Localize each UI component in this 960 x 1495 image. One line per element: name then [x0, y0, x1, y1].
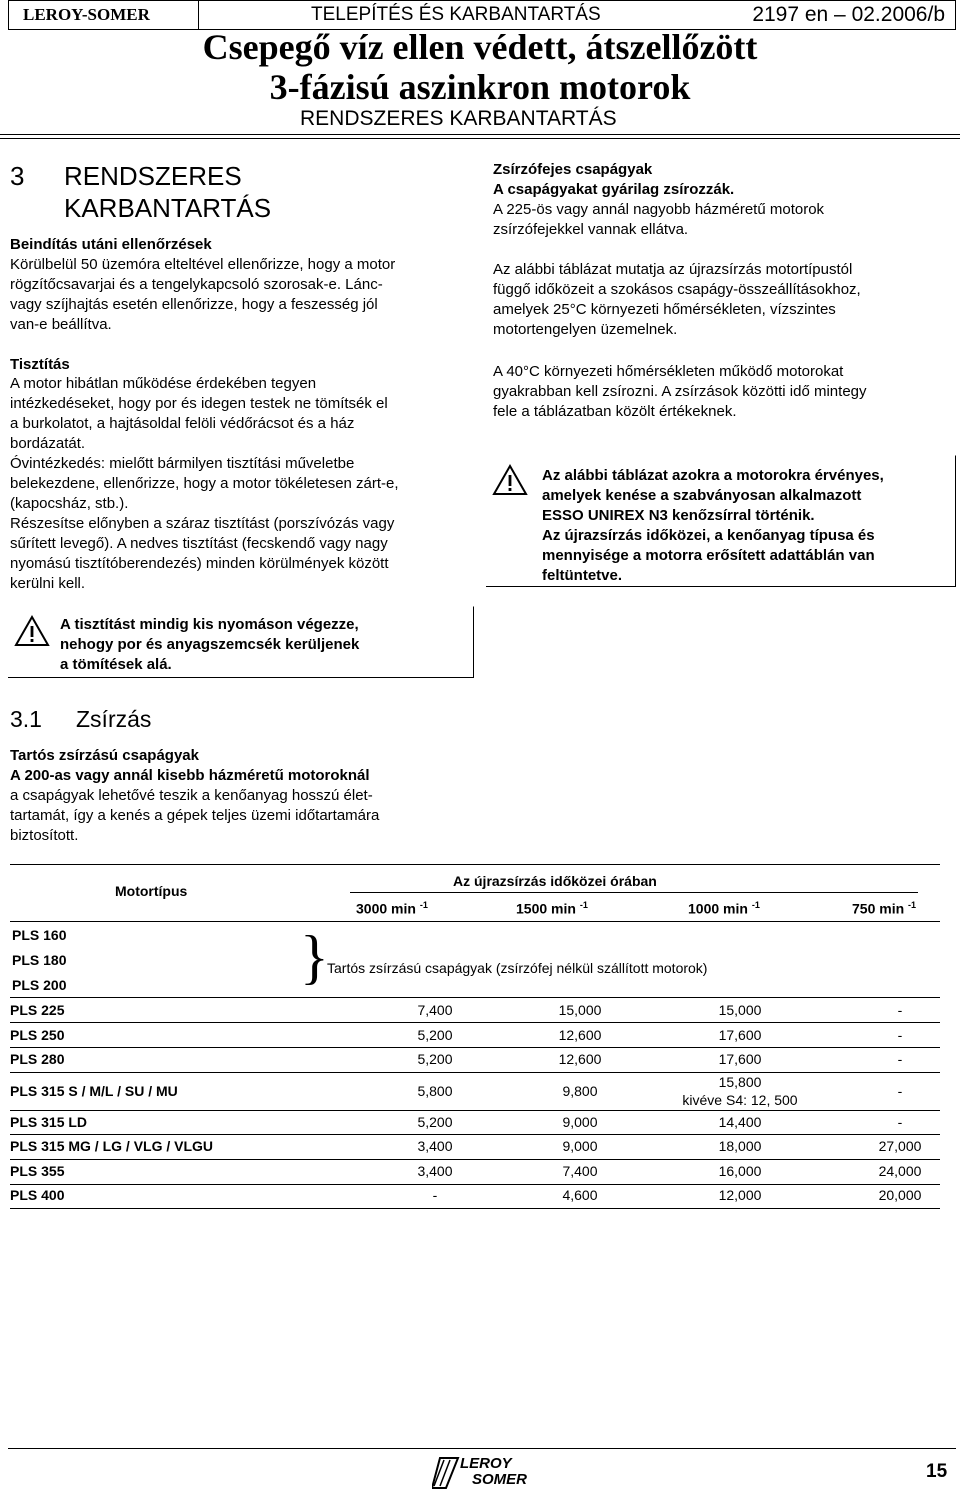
header-rule-bottom [0, 138, 960, 139]
table-row [10, 1159, 940, 1184]
subsection-title: Zsírzás [76, 706, 152, 732]
temperature-note [493, 362, 953, 422]
table-row [10, 1110, 940, 1135]
cell-1000: 14,400 [718, 1113, 762, 1130]
permanent-bearings-title: Tartós zsírzású csapágyak [10, 747, 199, 764]
row-type: PLS 315 S / M/L / SU / MU [10, 1082, 178, 1099]
page-title-line1: Csepegő víz ellen védett, átszellőzött [202, 27, 758, 67]
row-type: PLS 280 [10, 1051, 65, 1068]
clean-body [10, 374, 470, 594]
section-heading-line1: RENDSZERES [64, 161, 242, 191]
cell-1500: 12,600 [558, 1051, 602, 1068]
cell-3000: - [432, 1187, 438, 1204]
text-line: amelyek 25°C környezeti hőmérsékleten, vízszintes [493, 301, 836, 318]
logo-text-line1: LEROY [460, 1455, 512, 1472]
speed-base: 1000 min [688, 900, 748, 917]
cell-750: - [897, 1051, 903, 1068]
cell-1500: 12,600 [558, 1026, 602, 1043]
text-line: bordázatát. [10, 435, 86, 452]
text-line: Körülbelül 50 üzemóra elteltével ellenőrizze, hogy a motor [10, 256, 396, 273]
cell-1000: 17,600 [718, 1051, 762, 1068]
text-line: biztosított. [10, 827, 79, 844]
row-type: PLS 225 [10, 1002, 65, 1019]
row-rule [10, 1022, 940, 1023]
check-body [10, 255, 470, 335]
header-section: TELEPÍTÉS ÉS KARBANTARTÁS [311, 4, 601, 25]
header-brand: LEROY-SOMER [9, 1, 199, 29]
cell-1000-value: 15,800 [718, 1073, 762, 1090]
header-doc-number: 2197 en – 02.2006/b [752, 3, 945, 26]
text-line: Az alábbi táblázat azokra a motorokra érvényes, [542, 467, 884, 484]
cell-1000: 15,000 [718, 1002, 762, 1019]
sealed-note: Tartós zsírzású csapágyak (zsírzófej nélkül szállított motorok) [327, 960, 708, 976]
page-subtitle: RENDSZERES KARBANTARTÁS [300, 107, 617, 130]
text-line: vagy szíjhajtás esetén ellenőrizze, hogy a feszesség jól [10, 296, 378, 313]
speed-header-1500 [516, 900, 588, 917]
text-line: függő időközeit a szokásos csapágy-összeállításokhoz, [493, 281, 861, 298]
cell-1500: 4,600 [562, 1187, 598, 1204]
row-type: PLS 250 [10, 1026, 65, 1043]
text-line: a burkolatot, a hajtásoldal felöli védőrácsot és a ház [10, 415, 355, 432]
cell-750: - [897, 1082, 903, 1099]
cell-750: - [897, 1113, 903, 1130]
text-line: motortengelyen üzemelnek. [493, 321, 678, 338]
text-line: ESSO UNIREX N3 kenőzsírral történik. [542, 507, 815, 524]
text-line: intézkedéseket, hogy por és idegen testek ne tömítsék el [10, 395, 388, 412]
header-rule-top [0, 134, 960, 135]
greasing-table [10, 998, 940, 1208]
sealed-brace: } [300, 924, 329, 990]
text-line: Részesítse előnyben a száraz tisztítást (porszívózás vagy [10, 515, 395, 532]
row-rule [10, 1072, 940, 1073]
text-line: belekezdene, ellenőrizze, hogy a motor tökéletesen zárt-e, [10, 475, 399, 492]
cell-1000 [640, 1072, 820, 1110]
text-line: kerülni kell. [10, 575, 86, 592]
row-rule [10, 1047, 940, 1048]
cell-1500: 9,000 [562, 1113, 598, 1130]
cell-750: 27,000 [878, 1138, 922, 1155]
cell-1500: 9,000 [562, 1138, 598, 1155]
cell-1000: 18,000 [718, 1138, 762, 1155]
header-bottom-rule [10, 921, 940, 922]
table-row [10, 998, 940, 1023]
cell-3000: 5,200 [417, 1051, 453, 1068]
section-heading-line2: KARBANTARTÁS [64, 193, 272, 223]
table-top-rule [10, 864, 940, 865]
cell-750: - [897, 1026, 903, 1043]
row-rule [10, 1110, 940, 1111]
text-line: a csapágyak lehetővé teszik a kenőanyag hosszú élet- [10, 787, 373, 804]
table-row [10, 1134, 940, 1159]
section-number: 3 [10, 161, 25, 191]
nipple-bearings-bold: A csapágyakat gyárilag zsírozzák. [493, 181, 735, 198]
cell-3000: 3,400 [417, 1162, 453, 1179]
logo-text-line2: SOMER [472, 1471, 528, 1488]
permanent-bearings-bold: A 200-as vagy annál kisebb házméretű motoroknál [10, 767, 370, 784]
text-line: Óvintézkedés: mielőtt bármilyen tisztítási műveletbe [10, 455, 355, 472]
cell-1000: 16,000 [718, 1162, 762, 1179]
row-type: PLS 400 [10, 1187, 65, 1204]
page-title-line2: 3-fázisú aszinkron motorok [269, 67, 691, 107]
cell-1000: 12,000 [718, 1187, 762, 1204]
page-number: 15 [926, 1461, 948, 1482]
footer-rule [8, 1448, 956, 1449]
row-type: PLS 315 LD [10, 1113, 88, 1130]
text-line: Az újrazsírzás időközei, a kenőanyag típusa és [542, 527, 875, 544]
text-line: mennyisége a motorra erősített adattáblán van [542, 547, 875, 564]
cell-1500: 15,000 [558, 1002, 602, 1019]
text-line: zsírzófejekkel vannak ellátva. [493, 221, 689, 238]
cell-3000: 3,400 [417, 1138, 453, 1155]
cell-1500: 7,400 [562, 1162, 598, 1179]
check-title: Beindítás utáni ellenőrzések [10, 236, 212, 253]
warning-triangle-icon [14, 615, 50, 647]
col-header-group: Az újrazsírzás időközei órában [453, 873, 657, 889]
text-line: sűrített levegő). A nedves tisztítást (fecskendő vagy nagy [10, 535, 388, 552]
text-line: A 225-ös vagy annál nagyobb házméretű motorok [493, 201, 825, 218]
row-type: PLS 355 [10, 1162, 65, 1179]
table-warning-text [542, 466, 952, 586]
text-line: gyakrabban kell zsírozni. A zsírzások közötti idő mintegy [493, 383, 867, 400]
speed-sup: -1 [751, 900, 760, 910]
text-line: van-e beállítva. [10, 316, 112, 333]
text-line: nyomású tisztítóberendezés) minden körülmények között [10, 555, 389, 572]
text-line: A motor hibátlan működése érdekében tegyen [10, 375, 317, 392]
table-row [10, 1047, 940, 1072]
speed-header-750 [852, 900, 916, 917]
text-line: a tömítések alá. [60, 656, 172, 673]
sealed-type-200: PLS 200 [12, 977, 67, 993]
text-line: tartamát, így a kenés a gépek teljes üzemi időtartamára [10, 807, 380, 824]
warning-triangle-icon [492, 464, 528, 496]
text-line: nehogy por és anyagszemcsék kerüljenek [60, 636, 360, 653]
nipple-bearings-title: Zsírzófejes csapágyak [493, 161, 653, 178]
subsection-number: 3.1 [10, 706, 42, 732]
speed-sup: -1 [908, 900, 917, 910]
cell-750: 20,000 [878, 1187, 922, 1204]
text-line: Az alábbi táblázat mutatja az újrazsírzás motortípustól [493, 261, 853, 278]
text-line: amelyek kenése a szabványosan alkalmazott [542, 487, 862, 504]
speed-base: 750 min [852, 900, 905, 917]
cell-750: - [897, 1002, 903, 1019]
table-row [10, 1072, 940, 1110]
speed-base: 1500 min [516, 900, 576, 917]
text-line: (kapocsház, stb.). [10, 495, 129, 512]
table-bottom-rule [10, 1208, 940, 1209]
speed-sup: -1 [579, 900, 588, 910]
sealed-type-160: PLS 160 [12, 927, 67, 943]
speed-sup: -1 [419, 900, 428, 910]
text-line: A 40°C környezeti hőmérsékleten működő motorokat [493, 363, 844, 380]
row-type: PLS 315 MG / LG / VLG / VLGU [10, 1138, 214, 1155]
cell-750: 24,000 [878, 1162, 922, 1179]
cell-3000: 5,200 [417, 1113, 453, 1130]
table-row [10, 1023, 940, 1048]
permanent-bearings-body [10, 786, 470, 846]
table-row [10, 1183, 940, 1208]
nipple-bearings-body [493, 200, 953, 240]
cleaning-warning-text [60, 615, 470, 675]
speed-header-3000 [356, 900, 428, 917]
sealed-type-180: PLS 180 [12, 952, 67, 968]
cell-3000: 7,400 [417, 1002, 453, 1019]
cleaning-warning-box [8, 606, 474, 678]
cell-3000: 5,200 [417, 1026, 453, 1043]
leroy-somer-logo [432, 1456, 526, 1490]
cell-1000: 17,600 [718, 1026, 762, 1043]
speed-header-1000 [688, 900, 760, 917]
speed-base: 3000 min [356, 900, 416, 917]
cell-1500: 9,800 [562, 1082, 598, 1099]
text-line: rögzítőcsavarjai és a tengelykapcsoló szorosak-e. Lánc- [10, 276, 383, 293]
table-intro [493, 260, 953, 340]
clean-title: Tisztítás [10, 356, 70, 373]
table-warning-box [486, 455, 956, 587]
group-header-rule [350, 892, 918, 893]
row-rule [10, 1184, 940, 1185]
text-line: A tisztítást mindig kis nyomáson végezze, [60, 616, 359, 633]
col-header-type: Motortípus [115, 883, 188, 899]
row-rule [10, 1159, 940, 1160]
row-rule [10, 1134, 940, 1135]
cell-3000: 5,800 [417, 1082, 453, 1099]
cell-1000-note: kivéve S4: 12, 500 [682, 1091, 798, 1108]
text-line: feltüntetve. [542, 567, 623, 584]
text-line: fele a táblázatban közölt értékeknek. [493, 403, 737, 420]
